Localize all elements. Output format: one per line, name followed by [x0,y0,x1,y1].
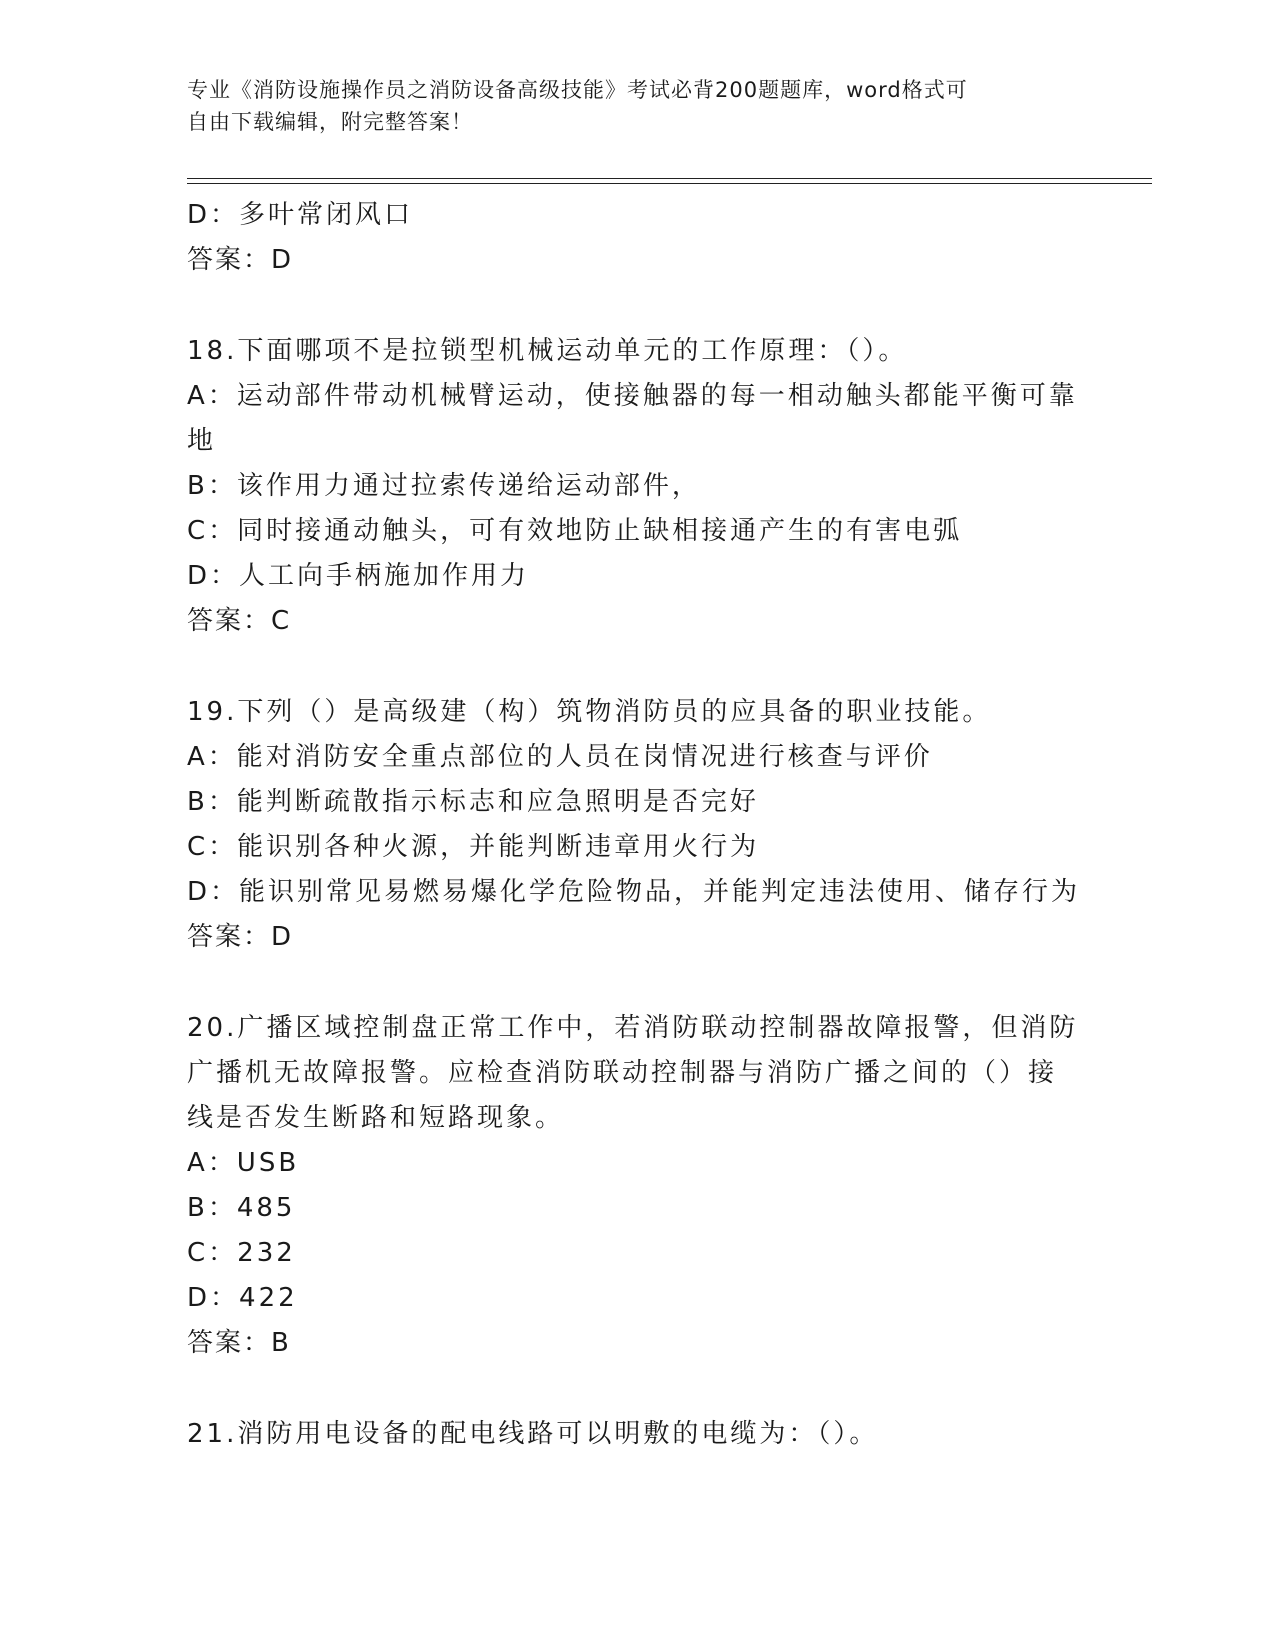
continued-answer: 答案：D [187,245,294,275]
option-c: C：能识别各种火源，并能判断违章用火行为 [187,832,760,862]
option-d: D：人工向手柄施加作用力 [187,561,530,591]
header-line-1: 专业《消防设施操作员之消防设备高级技能》考试必背200题题库，word格式可 [187,78,968,102]
option-a: A：USB [187,1148,300,1178]
header-divider-top [187,178,1152,179]
question-stem-line-2: 广播机无故障报警。应检查消防联动控制器与消防广播之间的（）接 [187,1058,1058,1088]
document-header [187,74,1087,138]
question-stem: 21.消防用电设备的配电线路可以明敷的电缆为：（）。 [187,1419,879,1449]
option-a: A：能对消防安全重点部位的人员在岗情况进行核查与评价 [187,742,933,772]
header-line-2: 自由下载编辑，附完整答案！ [187,110,473,134]
question-stem-line-3: 线是否发生断路和短路现象。 [187,1103,565,1133]
question-20 [187,1006,1087,1366]
option-b: B：能判断疏散指示标志和应急照明是否完好 [187,787,759,817]
option-c: C：同时接通动触头，可有效地防止缺相接通产生的有害电弧 [187,516,963,546]
option-c: C：232 [187,1238,296,1268]
spacer [187,644,1087,690]
option-b: B：该作用力通过拉索传递给运动部件， [187,471,701,501]
answer: 答案：D [187,922,294,952]
spacer [187,960,1087,1006]
answer: 答案：B [187,1328,291,1358]
option-d: D：422 [187,1283,298,1313]
question-stem-line-1: 20.广播区域控制盘正常工作中，若消防联动控制器故障报警，但消防 [187,1013,1079,1043]
answer: 答案：C [187,606,292,636]
question-content [187,193,1087,1457]
option-a-continued: 地 [187,426,217,456]
option-a: A：运动部件带动机械臂运动，使接触器的每一相动触头都能平衡可靠 [187,381,1078,411]
continued-option-d: D：多叶常闭风口 [187,200,414,230]
spacer [187,283,1087,329]
option-d: D：能识别常见易燃易爆化学危险物品，并能判定违法使用、储存行为 [187,877,1081,907]
header-divider-bottom [187,183,1152,184]
question-stem: 19.下列（）是高级建（构）筑物消防员的应具备的职业技能。 [187,697,992,727]
question-stem: 18.下面哪项不是拉锁型机械运动单元的工作原理：（）。 [187,336,908,366]
question-18 [187,329,1087,644]
question-19 [187,690,1087,960]
question-21 [187,1412,1087,1457]
option-b: B：485 [187,1193,296,1223]
spacer [187,1366,1087,1412]
